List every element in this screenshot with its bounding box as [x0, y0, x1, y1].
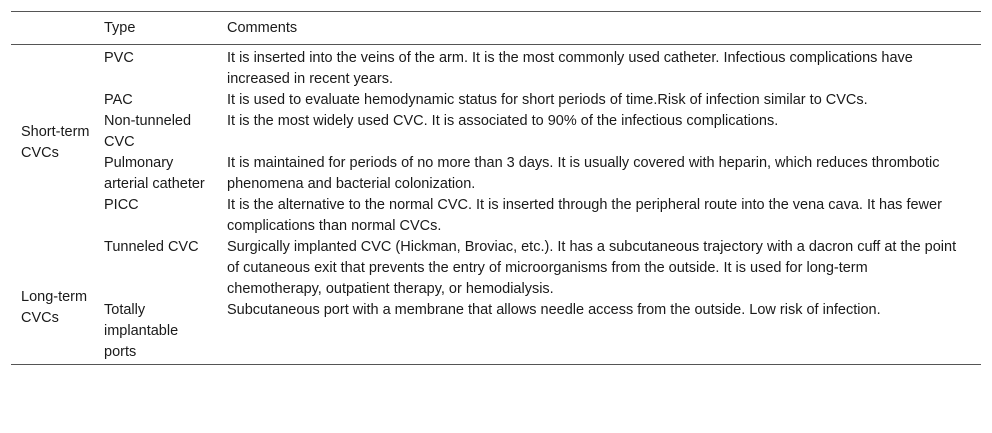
type-cell: PICC [104, 197, 139, 213]
table-body [11, 45, 981, 365]
comment-cell: Surgically implanted CVC (Hickman, Broviac, etc.). It has a subcutaneous trajectory with a dacron cuff at the point of cutaneous exit that prevents the entry of microorganisms from the outside. It is used for long-term chemotherapy, outpatient therapy, or hemodialysis. [227, 239, 957, 297]
table-row [11, 300, 981, 365]
table-header [11, 12, 981, 45]
catheter-types-table [11, 11, 981, 365]
table-row [11, 111, 981, 153]
type-cell: Pulmonary arterial catheter [104, 155, 205, 192]
comment-cell: It is the alternative to the normal CVC. It is inserted through the peripheral route into the vena cava. It has fewer complications than normal CVCs. [227, 197, 942, 234]
header-type: Type [104, 20, 136, 36]
type-cell: Totally implantable ports [104, 302, 179, 360]
category-cell-short-term: Short-term CVCs [21, 123, 90, 161]
header-category [11, 12, 93, 45]
comment-cell: It is inserted into the veins of the arm. It is the most commonly used catheter. Infectious complications have increased in recent years. [227, 50, 913, 87]
comment-cell: Subcutaneous port with a membrane that allows needle access from the outside. Low risk of infection. [227, 302, 881, 318]
type-cell: Non-tunneled CVC [104, 113, 192, 150]
header-comments: Comments [227, 20, 298, 36]
comment-cell: It is maintained for periods of no more than 3 days. It is usually covered with heparin, which reduces thrombotic phenomena and bacterial colonization. [227, 155, 940, 192]
header-row [11, 12, 981, 45]
category-cell-long-term: Long-term CVCs [21, 288, 88, 326]
comment-cell: It is used to evaluate hemodynamic status for short periods of time.Risk of infection similar to CVCs. [227, 92, 868, 108]
type-cell: PAC [104, 92, 133, 108]
comment-cell: It is the most widely used CVC. It is associated to 90% of the infectious complications. [227, 113, 779, 129]
table-row [11, 45, 981, 91]
table-row [11, 153, 981, 195]
table-row [11, 90, 981, 111]
table-row [11, 195, 981, 237]
type-cell: Tunneled CVC [104, 239, 199, 255]
catheter-types-table-container [11, 11, 981, 365]
type-cell: PVC [104, 50, 134, 66]
table-row [11, 237, 981, 300]
